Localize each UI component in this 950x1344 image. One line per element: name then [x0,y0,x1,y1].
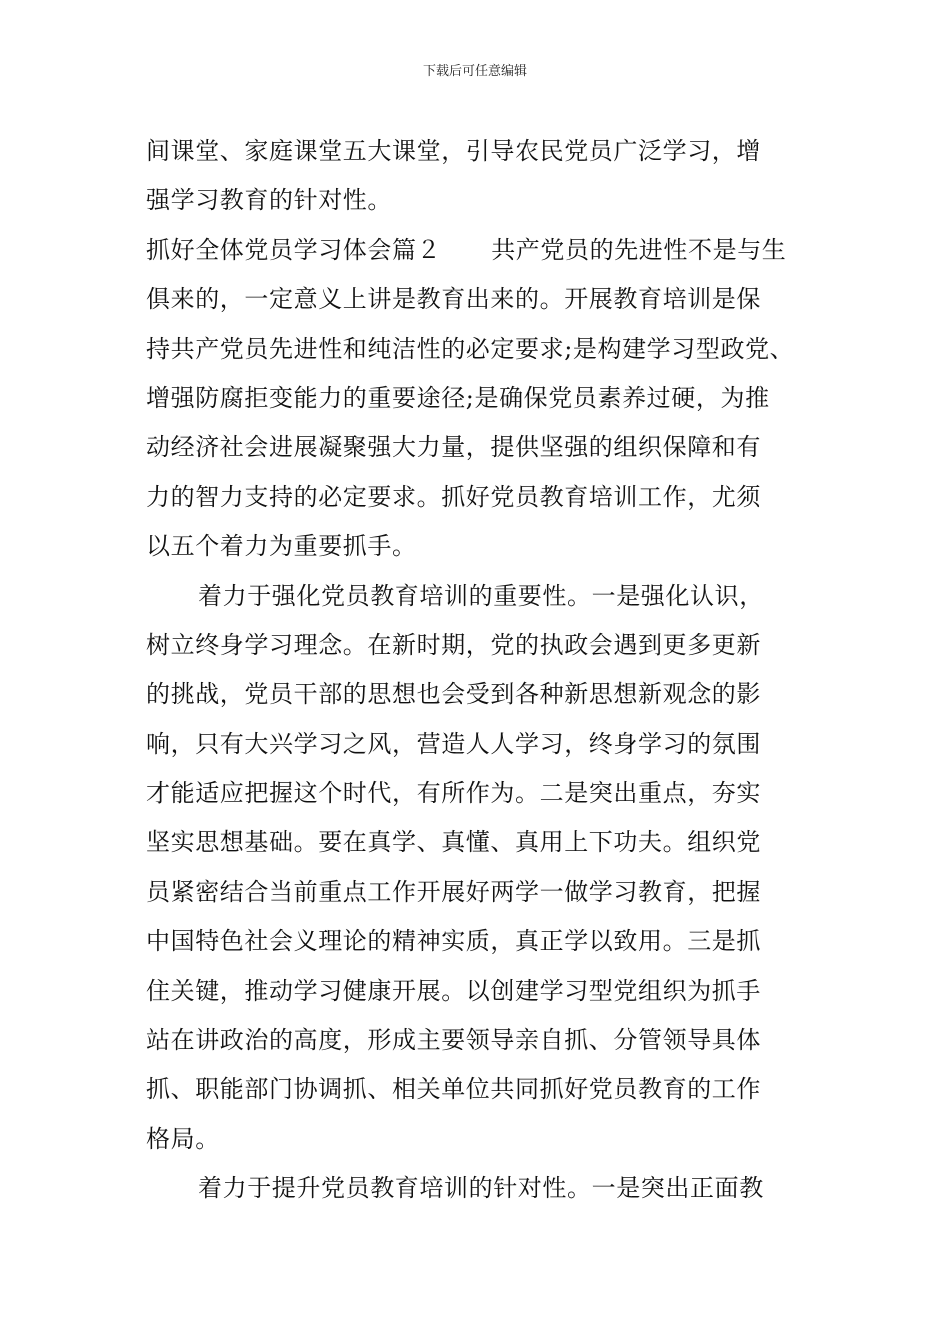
page-header: 下载后可任意编辑 [422,64,527,79]
text-line: 响，只有大兴学习之风，营造人人学习，终身学习的氛围 [146,729,761,758]
text-line: 员紧密结合当前重点工作开展好两学一做学习教育，把握 [146,877,761,906]
text-line: 格局。 [146,1124,220,1153]
text-line: 抓、职能部门协调抓、相关单位共同抓好党员教育的工作 [146,1075,761,1104]
paragraph-first-line: 着力于提升党员教育培训的针对性。一是突出正面教 [198,1174,764,1203]
text-line: 持共产党员先进性和纯洁性的必定要求;是构建学习型政党、 [146,334,795,363]
document-body [146,127,810,1214]
text-line: 才能适应把握这个时代，有所作为。二是突出重点，夯实 [146,779,761,808]
text-line: 以五个着力为重要抓手。 [146,532,417,561]
text-run: 共产党员的先进性不是与生 [491,235,787,264]
text-line: 增强防腐拒变能力的重要途径;是确保党员素养过硬，为推 [146,383,770,412]
text-line: 间课堂、家庭课堂五大课堂，引导农民党员广泛学习，增 [146,137,761,165]
text-line: 力的智力支持的必定要求。抓好党员教育培训工作，尤须 [146,482,761,511]
text-line: 中国特色社会义理论的精神实质，真正学以致用。三是抓 [146,927,761,956]
text-line: 动经济社会进展凝聚强大力量，提供坚强的组织保障和有 [146,433,761,462]
text-line: 的挑战，党员干部的思想也会受到各种新思想新观念的影 [146,680,761,709]
text-line: 强学习教育的针对性。 [146,186,392,215]
text-line: 住关键，推动学习健康开展。以创建学习型党组织为抓手 [146,976,761,1005]
text-line: 俱来的，一定意义上讲是教育出来的。开展教育培训是保 [146,285,761,314]
text-line: 树立终身学习理念。在新时期，党的执政会遇到更多更新 [146,630,761,659]
paragraph-first-line: 着力于强化党员教育培训的重要性。一是强化认识， [198,581,764,610]
text-line: 站在讲政治的高度，形成主要领导亲自抓、分管领导具体 [146,1026,761,1055]
text-line-with-heading [146,226,810,275]
text-line: 坚实思想基础。要在真学、真懂、真用上下功夫。组织党 [146,828,761,857]
section-heading: 抓好全体党员学习体会篇２ [146,235,442,264]
